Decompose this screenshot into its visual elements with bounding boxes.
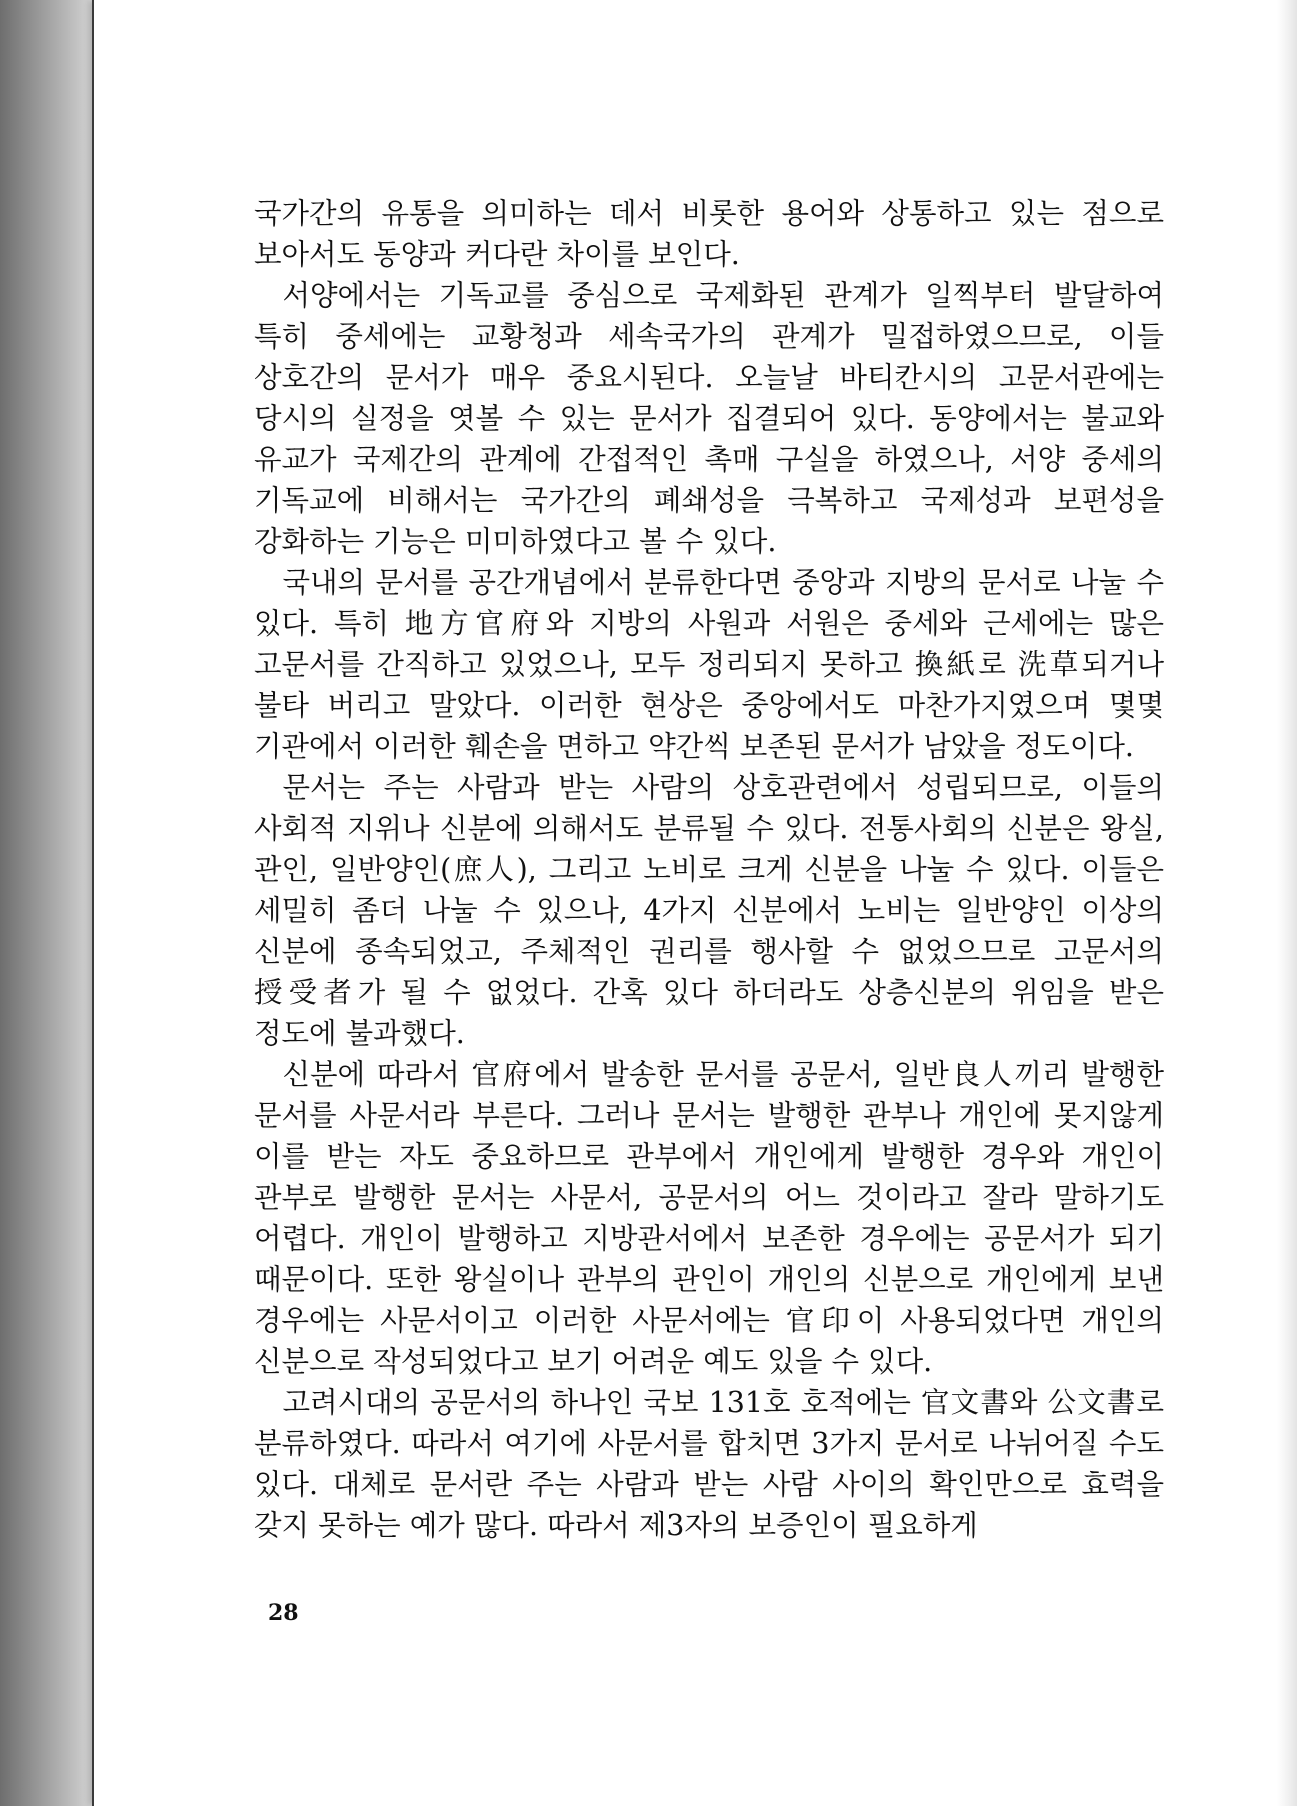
paragraph-5: 신분에 따라서 官府에서 발송한 문서를 공문서, 일반良人끼리 발행한 문서를 사문서라 부른다. 그러나 문서는 발행한 관부나 개인에 못지않게 이를 받는 자도 중요하므로 관부에서 개인에게 발행한 경우와 개인이 관부로 발행한 문서는 사문서, 공문서의 어느 것이라고 잘라 말하기도 어렵다. 개인이 발행하고 지방관서에서 보존한 경우에는 공문서가 되기 때문이다. 또한 왕실이나 관부의 관인이 개인의 신분으로 개인에게 보낸 경우에는 사문서이고 이러한 사문서에는 官印이 사용되었다면 개인의 신분으로 작성되었다고 보기 어려운 예도 있을 수 있다. <box>254 1058 1164 1378</box>
body-text <box>254 193 1164 1546</box>
page-edge-shadow <box>1277 0 1297 1806</box>
book-page <box>92 0 1280 1806</box>
paragraph-1: 국가간의 유통을 의미하는 데서 비롯한 용어와 상통하고 있는 점으로 보아서도 동양과 커다란 차이를 보인다. <box>254 197 1164 271</box>
paragraph-4: 문서는 주는 사람과 받는 사람의 상호관련에서 성립되므로, 이들의 사회적 지위나 신분에 의해서도 분류될 수 있다. 전통사회의 신분은 왕실, 관인, 일반양인(庶人), 그리고 노비로 크게 신분을 나눌 수 있다. 이들은 세밀히 좀더 나눌 수 있으나, 4가지 신분에서 노비는 일반양인 이상의 신분에 종속되었고, 주체적인 권리를 행사할 수 없었으므로 고문서의 授受者가 될 수 없었다. 간혹 있다 하더라도 상층신분의 위임을 받은 정도에 불과했다. <box>254 771 1164 1050</box>
paragraph-3: 국내의 문서를 공간개념에서 분류한다면 중앙과 지방의 문서로 나눌 수 있다. 특히 地方官府와 지방의 사원과 서원은 중세와 근세에는 많은 고문서를 간직하고 있었으나, 모두 정리되지 못하고 換紙로 洗草되거나 불타 버리고 말았다. 이러한 현상은 중앙에서도 마찬가지였으며 몇몇 기관에서 이러한 훼손을 면하고 약간씩 보존된 문서가 남았을 정도이다. <box>254 566 1164 763</box>
paragraph-2: 서양에서는 기독교를 중심으로 국제화된 관계가 일찍부터 발달하여 특히 중세에는 교황청과 세속국가의 관계가 밀접하였으므로, 이들 상호간의 문서가 매우 중요시된다. 오늘날 바티칸시의 고문서관에는 당시의 실정을 엿볼 수 있는 문서가 집결되어 있다. 동양에서는 불교와 유교가 국제간의 관계에 간접적인 촉매 구실을 하였으나, 서양 중세의 기독교에 비해서는 국가간의 폐쇄성을 극복하고 국제성과 보편성을 강화하는 기능은 미미하였다고 볼 수 있다. <box>254 279 1164 558</box>
paragraph-6: 고려시대의 공문서의 하나인 국보 131호 호적에는 官文書와 公文書로 분류하였다. 따라서 여기에 사문서를 합치면 3가지 문서로 나뉘어질 수도 있다. 대체로 문서란 주는 사람과 받는 사람 사이의 확인만으로 효력을 갖지 못하는 예가 많다. 따라서 제3자의 보증인이 필요하게 <box>254 1386 1164 1542</box>
page-number: 28 <box>268 1600 299 1626</box>
